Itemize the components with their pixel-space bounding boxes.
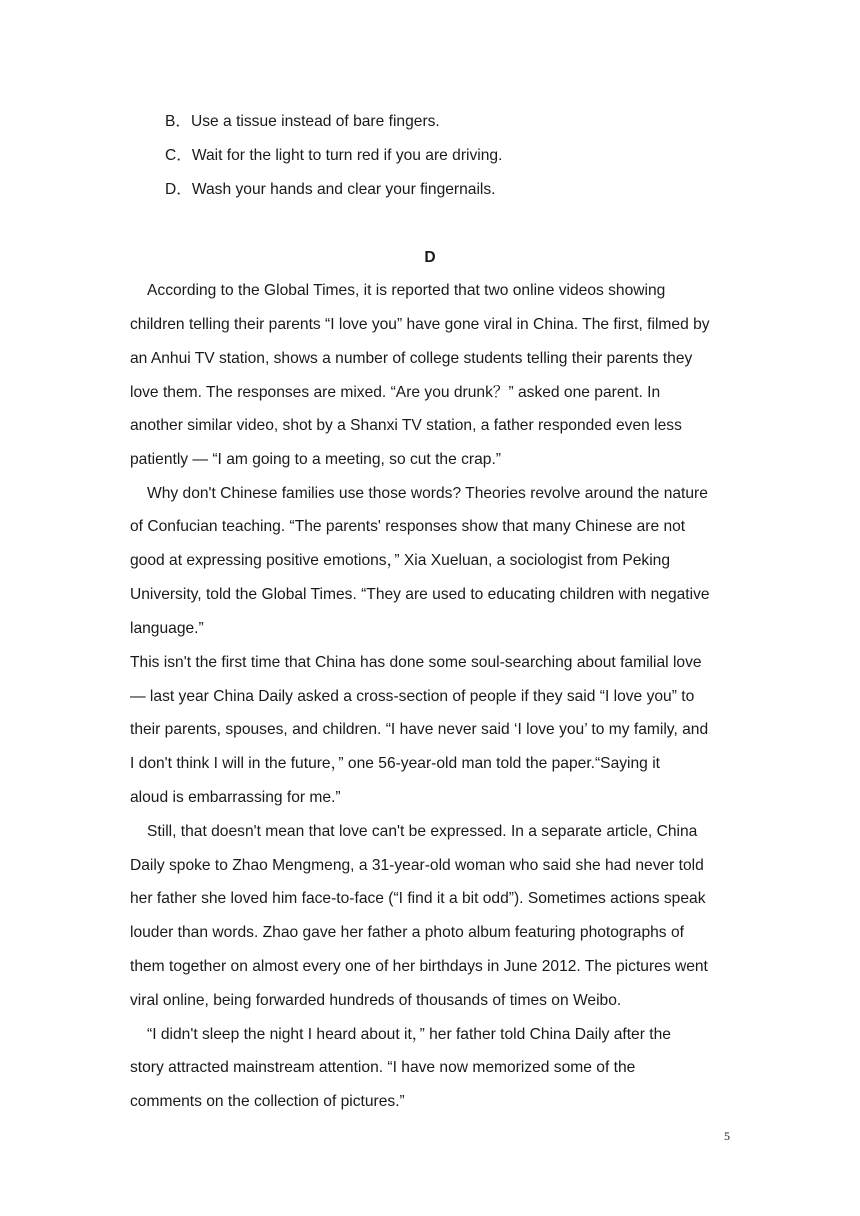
text-line: an Anhui TV station, shows a number of college students telling their parents they (130, 350, 693, 367)
option-c: C．Wait for the light to turn red if you are driving. (165, 147, 503, 164)
text-line: University, told the Global Times. “They are used to educating children with negative (130, 586, 710, 603)
page-number: 5 (724, 1129, 730, 1143)
text-line: Daily spoke to Zhao Mengmeng, a 31-year-old woman who said she had never told (130, 857, 704, 874)
text-line: louder than words. Zhao gave her father a photo album featuring photographs of (130, 924, 684, 941)
text-line: story attracted mainstream attention. “I have now memorized some of the (130, 1059, 636, 1076)
text-line: According to the Global Times, it is reported that two online videos showing (147, 282, 666, 299)
text-line: good at expressing positive emotions，” Xia Xueluan, a sociologist from Peking (130, 552, 671, 569)
section-heading: D (424, 249, 436, 266)
text-line: comments on the collection of pictures.” (130, 1093, 405, 1110)
option-d: D．Wash your hands and clear your fingernails. (165, 181, 496, 198)
text-line: language.” (130, 620, 204, 637)
text-line: I don't think I will in the future，” one 56-year-old man told the paper.“Saying it (130, 755, 660, 772)
text-line: patiently — “I am going to a meeting, so cut the crap.” (130, 451, 501, 468)
text-line: their parents, spouses, and children. “I have never said ‘I love you’ to my family, and (130, 721, 709, 738)
text-line: her father she loved him face-to-face (“I find it a bit odd”). Sometimes actions speak (130, 890, 706, 907)
text-line: children telling their parents “I love you” have gone viral in China. The first, filmed by (130, 316, 710, 333)
option-b: B．Use a tissue instead of bare fingers. (165, 113, 440, 130)
text-line: Still, that doesn't mean that love can't be expressed. In a separate article, China (147, 823, 698, 840)
text-line: them together on almost every one of her birthdays in June 2012. The pictures went (130, 958, 708, 975)
text-line: “I didn't sleep the night I heard about it，” her father told China Daily after the (147, 1026, 671, 1043)
text-line: viral online, being forwarded hundreds of thousands of times on Weibo. (130, 992, 622, 1009)
text-line: love them. The responses are mixed. “Are you drunk？” asked one parent. In (130, 384, 661, 401)
text-line: of Confucian teaching. “The parents' responses show that many Chinese are not (130, 518, 686, 535)
text-line: Why don't Chinese families use those words? Theories revolve around the nature (147, 485, 708, 502)
text-line: aloud is embarrassing for me.” (130, 789, 341, 806)
text-line: — last year China Daily asked a cross-section of people if they said “I love you” to (130, 688, 695, 705)
text-line: another similar video, shot by a Shanxi TV station, a father responded even less (130, 417, 682, 434)
text-line: This isn't the first time that China has done some soul-searching about familial love (130, 654, 702, 671)
